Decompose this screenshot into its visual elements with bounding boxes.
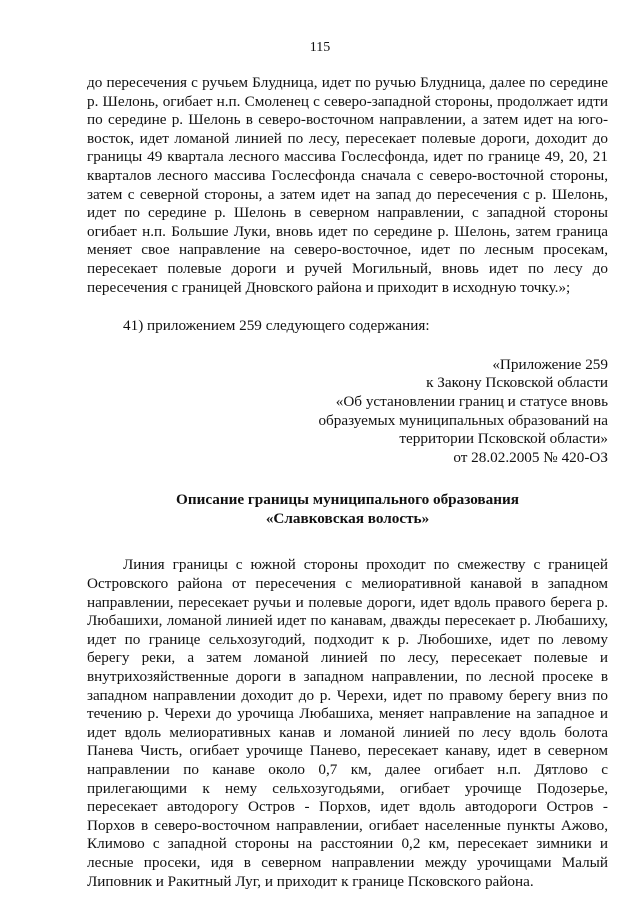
- heading-line: «Славковская волость»: [265, 509, 430, 527]
- heading-line: Описание границы муниципального образования: [176, 491, 519, 509]
- appendix-line: образуемых муниципальных образований на: [318, 411, 608, 429]
- appendix-line: к Закону Псковской области: [426, 374, 608, 392]
- appendix-line: от 28.02.2005 № 420-ОЗ: [453, 448, 608, 466]
- page-number: 115: [309, 40, 331, 55]
- appendix-line: «Приложение 259: [492, 355, 608, 373]
- appendix-line: «Об установлении границ и статусе вновь: [335, 392, 608, 410]
- paragraph-boundary-description: Линия границы с южной стороны проходит по смежеству с границей Островского района от пересечения с мелиоративной канавой в западном направлении, пересекает ручьи и полевые дороги, идет вдоль правого берега р. Любашихи, ломаной линией идет по канавам, дважды пересекает р. Любашиху, идет по границе сельхозугодий, подходит к р. Любошихе, идет по левому берегу реки, а затем ломаной линией по лесу, пересекает полевые и внутрихозяйственные дороги в западном направлении, по лесной просеке в западном направлении доходит до р. Черехи, идет по правому берегу вниз по течению р. Черехи до урочища Любашиха, меняет направление на западное и идет вдоль мелиоративных канав и ломаной линией по лесу вдоль болота Панева Чисть, огибает урочище Панево, пересекает канаву, идет в северном направлении по канаве около 0,7 км, далее огибает н.п. Дятлово с прилегающими к нему сельхозугодьями, огибает урочище Подозерье, пересекает автодорогу Остров - Порхов, идет вдоль автодороги Остров - Порхов в северо-восточном направлении, огибает населенные пункты Ажово, Климово с западной стороны на расстоянии 0,2 км, пересекает зимники и лесные просеки, идя в северном направлении между урочищами Малый Липовник и Ракитный Луг, и приходит к границе Псковского района.: [87, 556, 608, 890]
- appendix-line: территории Псковской области»: [399, 430, 608, 448]
- document-body: [87, 74, 608, 891]
- paragraph-amendment-item: 41) приложением 259 следующего содержания:: [123, 317, 430, 335]
- appendix-header: [87, 356, 608, 468]
- section-heading: [87, 491, 608, 528]
- paragraph-continuation: до пересечения с ручьем Блудница, идет по ручью Блудница, далее по середине р. Шелонь, огибает н.п. Смоленец с северо-западной стороны, продолжает идти по середине р. Шелонь в северо-восточном направлении, а затем идет на юго-восток, идет ломаной линией по лесу, пересекает полевые дороги, доходит до границы 49 квартала лесного массива Гослесфонда, идет по границе 49, 20, 21 кварталов лесного массива Гослесфонда сначала с северо-восточной стороны, затем с северной стороны, а затем идет на запад до пересечения с р. Шелонь, идет по середине р. Шелонь в северном направлении, с западной стороны огибает н.п. Большие Луки, вновь идет по середине р. Шелонь, затем граница меняет свое направление на северо-восточное, идет по лесным просекам, пересекает полевые дороги и ручей Могильный, вновь идет по лесу до пересечения с границей Дновского района и приходит в исходную точку.»;: [87, 74, 608, 296]
